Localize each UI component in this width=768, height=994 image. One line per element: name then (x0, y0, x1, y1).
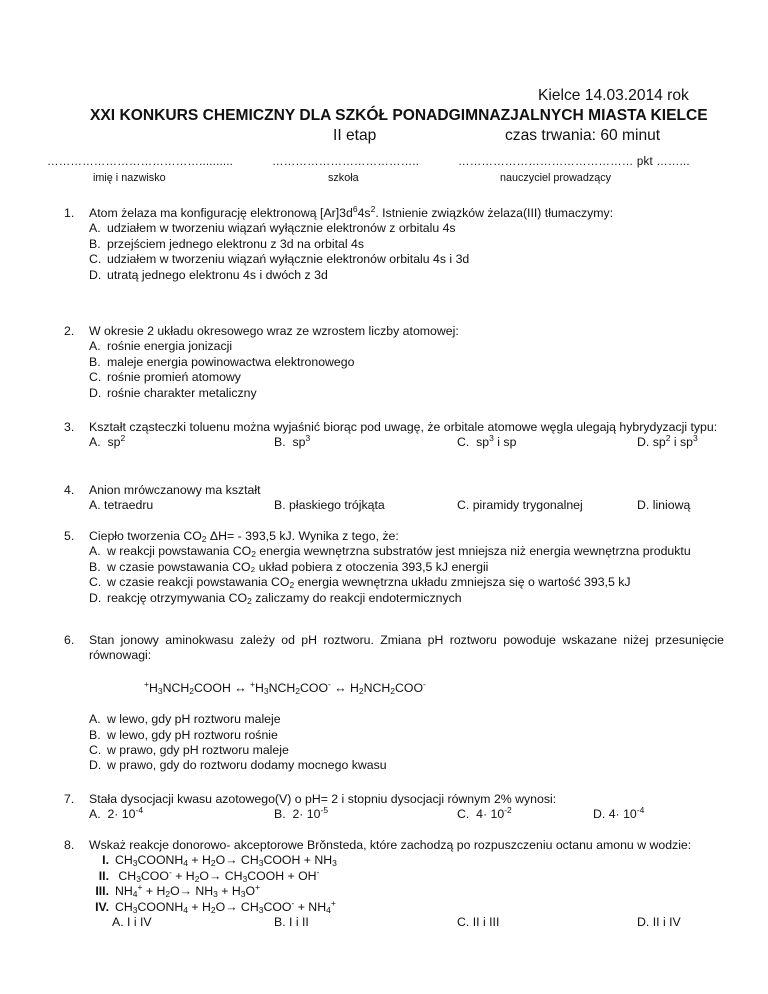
stage-label: II etap (333, 127, 377, 144)
school-label: szkoła (328, 172, 359, 184)
reaction-i: I. $CH_3COONH_4 + H_2O\to$ $CH_3COOH + NH_3$ (102, 853, 337, 869)
option-c[interactable]: C. $sp^3$ i sp (457, 433, 517, 450)
option-b[interactable]: B. płaskiego trójkąta (274, 498, 385, 513)
option-d[interactable]: D. reakcję otrzymywania $CO_2$ zaliczamy do reakcji endotermicznych (89, 590, 462, 606)
option-d[interactable]: D. utratą jednego elektronu 4s i dwóch z 3d (89, 267, 328, 282)
option-a[interactable]: A. udziałem w tworzeniu wiązań wyłącznie elektronów z orbitalu 4s (89, 221, 456, 236)
option-d[interactable]: D. w prawo, gdy do roztworu dodamy mocnego kwasu (89, 758, 387, 773)
question-3 (64, 420, 724, 451)
option-a[interactable]: A. w lewo, gdy pH roztworu maleje (89, 712, 281, 727)
question-stem: Wskaż reakcje donorowo- akceptorowe Brǒnsteda, które zachodzą po rozpuszczeniu octanu amonu w wodzie: (89, 838, 692, 852)
question-6 (64, 633, 724, 774)
option-a[interactable]: A. $2\cdot 10^{-4}$ (89, 805, 144, 822)
option-c[interactable]: C. II i III (457, 915, 500, 930)
reaction-iii: III. $NH_4^+ + H_2O\to NH_3 + H_3O^+$ (95, 882, 261, 900)
question-8 (64, 838, 724, 931)
question-number: 6. (64, 633, 75, 647)
option-a[interactable]: A. w reakcji powstawania $CO_2$ energia wewnętrzna substratów jest mniejsza niż energia wewnętrzna produktu (89, 544, 691, 560)
question-7 (64, 792, 724, 823)
question-number: 1. (64, 206, 75, 220)
question-number: 8. (64, 838, 75, 852)
question-number: 5. (64, 529, 75, 543)
option-a[interactable]: A. tetraedru (89, 498, 154, 513)
question-number: 4. (64, 483, 75, 497)
option-b[interactable]: B. $2\cdot 10^{-5}$ (274, 805, 329, 822)
teacher-points-field[interactable]: ……………………………………… pkt ……... (458, 156, 690, 168)
question-stem: Kształt cząsteczki toluenu można wyjaśnić biorąc pod uwagę, że orbitale atomowe węgla ulegają hybrydyzacji typu: (89, 420, 718, 434)
teacher-label: nauczyciel prowadzący (500, 172, 612, 184)
option-c[interactable]: C. udziałem w tworzeniu wiązań wyłącznie elektronów orbitalu 4s i 3d (89, 252, 470, 267)
option-c[interactable]: C. rośnie promień atomowy (89, 370, 241, 385)
name-label: imię i nazwisko (93, 172, 166, 184)
equilibrium-equation: $^+H_3NCH_2COOH$ ↔ $^+H_3NCH_2COO^-$ ↔ $H_2NCH_2COO^-$ (144, 678, 426, 696)
reaction-iv: IV. $CH_3COONH_4 + H_2O\to CH_3COO^- + NH_4^+$ (95, 897, 336, 915)
name-field[interactable]: ………………………………….......... (47, 156, 234, 168)
question-stem: Anion mrówczanowy ma kształt (89, 483, 261, 497)
option-a[interactable]: A. rośnie energia jonizacji (89, 339, 233, 354)
option-c[interactable]: C. piramidy trygonalnej (457, 498, 583, 513)
option-b[interactable]: B. $sp^3$ (274, 433, 311, 450)
page-title: XXI KONKURS CHEMICZNY DLA SZKÓŁ PONADGIMNAZJALNYCH MIASTA KIELCE (90, 107, 708, 124)
option-d[interactable]: D. $4\cdot 10^{-4}$ (593, 805, 645, 822)
option-d[interactable]: D. $sp^2$ i $sp^3$ (637, 433, 698, 450)
question-4 (64, 483, 724, 514)
option-a[interactable]: A. I i IV (112, 915, 152, 930)
question-2 (64, 324, 724, 401)
question-stem: Stała dysocjacji kwasu azotowego(V) o pH= 2 i stopniu dysocjacji równym 2% wynosi: (89, 792, 557, 806)
question-stem: Atom żelaza ma konfigurację elektronową $[Ar]3d^64s^2$. Istnienie związków żelaza(III) tłumaczymy: (89, 204, 614, 220)
option-b[interactable]: B. w lewo, gdy pH roztworu rośnie (89, 727, 278, 742)
question-1 (64, 206, 724, 283)
option-c[interactable]: C. w prawo, gdy pH roztworu maleje (89, 743, 289, 758)
option-a[interactable]: A. $sp^2$ (89, 433, 126, 450)
option-b[interactable]: B. I i II (274, 915, 309, 930)
reaction-ii: II. $CH_3COO^- + H_2O\to$ $CH_3COOH + OH^-$ (98, 866, 320, 884)
question-number: 2. (64, 324, 75, 338)
option-c[interactable]: C. $4\cdot 10^{-2}$ (457, 805, 512, 822)
option-d[interactable]: D. liniową (637, 498, 691, 513)
option-c[interactable]: C. w czasie reakcji powstawania $CO_2$ energia wewnętrzna układu zmniejsza się o wartość 393,5 kJ (89, 575, 631, 591)
option-d[interactable]: D. rośnie charakter metaliczny (89, 385, 257, 400)
option-b[interactable]: B. w czasie powstawania CO₂ układ pobiera z otoczenia 393,5 kJ energii (89, 559, 489, 574)
option-b[interactable]: B. przejściem jednego elektronu z 3d na orbital 4s (89, 236, 365, 251)
question-stem: W okresie 2 układu okresowego wraz ze wzrostem liczby atomowej: (89, 324, 459, 338)
option-b[interactable]: B. maleje energia powinowactwa elektronowego (89, 354, 355, 369)
option-d[interactable]: D. II i IV (637, 915, 681, 930)
question-stem: Stan jonowy aminokwasu zależy od pH roztworu. Zmiana pH roztworu powoduje wskazane niżej przesunięcie równowagi: (89, 633, 724, 663)
school-field[interactable]: ……………………………….. (272, 156, 420, 168)
question-5 (64, 529, 724, 606)
place-date: Kielce 14.03.2014 rok (538, 87, 689, 104)
duration-label: czas trwania: 60 minut (505, 127, 661, 144)
question-number: 7. (64, 792, 75, 806)
question-number: 3. (64, 420, 75, 434)
question-stem: Ciepło tworzenia $CO_2$ ΔH= - 393,5 kJ. Wynika z tego, że: (89, 529, 399, 544)
